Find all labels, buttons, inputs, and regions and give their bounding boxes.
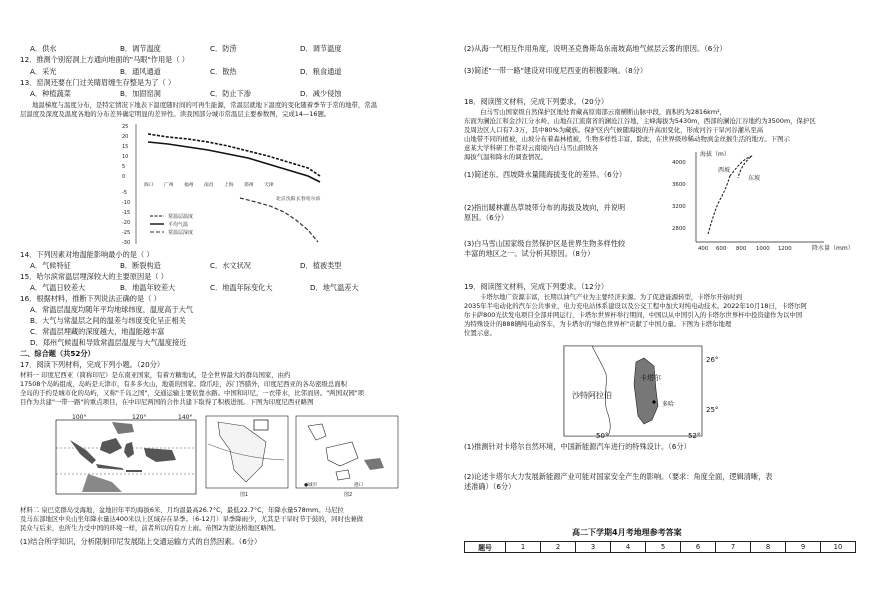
city-label: 广州 xyxy=(164,183,174,188)
fig2-legend-city: ●城市 xyxy=(304,483,318,488)
y-axis-label: 海拔（m） xyxy=(700,151,730,158)
m19-line-5: 位置示意。 xyxy=(464,329,496,337)
tick-label: -15 xyxy=(122,210,131,216)
x-tick: 1000 xyxy=(756,246,770,252)
q18-2b: 原因。（6分） xyxy=(464,213,509,222)
temperature-chart xyxy=(120,120,340,248)
m2-line-2: 及马东部地区中央山坐年降水量达400米以上区域存在旱季。（6-12月）旱季降雨少，尤其是干旱时节于鼓的，同时也兼做 xyxy=(20,515,364,523)
city-label: 福州 xyxy=(184,183,194,188)
q14-option-d: D．植被类型 xyxy=(300,261,342,270)
city-label: 天津 xyxy=(264,183,274,188)
m18-line-2: 东面为澜沧江和金沙江分水岭，山地在江流南省的澜沧江谷地，主峰海拔为5430m，西部的澜沧江谷地约为3500m，保护区 xyxy=(464,117,816,125)
q17-stem: 17．阅读下列材料，完成下列小题。（20分） xyxy=(20,360,165,369)
m18-line-3: 及周边区人口有7.3万，其中80%为藏族。保护区内气候随海拔的升高而变化，形成河谷干旱河谷灌丛至高 xyxy=(464,126,764,134)
m1-line-4: 目作为共建"一带一路"的重点项目，在中印尼两国的合作共建下取得了积极进展。下图为印度尼西亚略图 xyxy=(20,398,314,406)
x-tick: 600 xyxy=(716,246,727,252)
q16-stem: 16．根据材料，推断下列说法正确的是（ ） xyxy=(20,294,161,303)
west-slope-label: 西坡 xyxy=(718,167,731,174)
answer-header-cell: 3 xyxy=(576,542,611,553)
tick-label: 20 xyxy=(122,134,129,140)
east-slope-label: 东坡 xyxy=(748,175,761,182)
tick-label: -20 xyxy=(122,220,131,226)
right-column xyxy=(450,0,870,602)
q13-option-a: A．种植蔬菜 xyxy=(30,89,71,98)
tick-label: 10 xyxy=(122,154,129,160)
lat-25: 25° xyxy=(706,406,719,414)
q13-option-d: D．减少侵蚀 xyxy=(300,89,342,98)
q19-stem: 19．阅读图文材料，完成下列要求。（12分） xyxy=(464,282,609,291)
m18-line-4: 山地带不同的植被，山坡分布着森林植被，生物多样性丰富，除此，在世界级珍稀动物滇金丝猴生活的地方。下图示 xyxy=(464,135,790,143)
q13-stem: 13．窑洞还要在门过关睛眉缠生存整是为了（ ） xyxy=(20,78,176,87)
tick-label: -10 xyxy=(122,200,131,206)
tick-label: 0 xyxy=(122,174,126,180)
city-label: 北京 xyxy=(276,197,286,202)
tick-label: 15 xyxy=(122,144,129,150)
q12-option-c: C．散热 xyxy=(210,67,237,76)
city-label: 郑州 xyxy=(244,183,254,188)
q15-option-d: D．地气温差大 xyxy=(310,283,359,292)
section-2-title: 二、综合题（共52分） xyxy=(20,349,95,358)
q14-option-c: C．水文状况 xyxy=(210,261,251,270)
q16-option-d: D．郑州气候温和导致常温层温度与大气温度接近 xyxy=(30,338,187,347)
answer-header-cell: 10 xyxy=(821,542,856,553)
q14-option-a: A．气候特征 xyxy=(30,261,71,270)
tick-label: -30 xyxy=(122,240,131,246)
lon-50: 50° xyxy=(596,432,609,440)
q12-option-d: D．粮食通道 xyxy=(300,67,342,76)
m1-line-1: 材料一 印度尼西亚（简称印尼）是东南亚国家，有着方糖地试，是全世界最大的群岛国家，由约 xyxy=(20,371,291,379)
q15-option-b: B．地温年较差大 xyxy=(120,283,176,292)
table-row xyxy=(465,542,856,553)
q14-stem: 14．下列因素对地温能影响最小的是（ ） xyxy=(20,250,154,259)
q16-option-a: A．常温层温度均随年平均地球纬度，温度高于大气 xyxy=(30,305,194,314)
q17-2: (2)从海一气相互作用角度，说明圣克鲁斯岛东南坡高地气候层云雾的原因。（6分） xyxy=(464,44,727,53)
x-tick: 1200 xyxy=(778,246,792,252)
q11-option-a: A．供水 xyxy=(30,44,57,53)
legend-item: 常温层深度 xyxy=(168,230,194,236)
x-tick: 400 xyxy=(698,246,709,252)
fig2-legend-port: 港口 xyxy=(354,483,364,488)
lon-52: 52° xyxy=(688,432,701,440)
y-tick: 2800 xyxy=(672,226,686,232)
tick-label: -25 xyxy=(122,230,131,236)
tick-label: -5 xyxy=(122,190,127,196)
q17-3: (3)简述"一带一路"建设对印度尼西亚的积极影响。（8分） xyxy=(464,66,648,75)
m18-line-1: 白马雪山国家级自然保护区地处青藏高原南部云南横断山脉中段，面积约为2816km²， xyxy=(480,108,727,116)
answer-table xyxy=(464,541,856,553)
q19-2b: 述准确）（6分） xyxy=(464,482,516,491)
answer-header-cell: 2 xyxy=(541,542,576,553)
q17-1: (1)结合所学知识，分析限制印尼发展陆上交通运输方式的自然因素。（6分） xyxy=(20,537,262,546)
tick-label: 25 xyxy=(122,124,129,130)
m19-line-2: 2035年半电动化的汽车公共事业，电力充电站体系建设以及公交工程中加大对纯电动技术。2022年10月18日，卡塔尔阿 xyxy=(464,302,807,310)
answer-title: 高二下学期4月考地理参考答案 xyxy=(572,528,682,537)
precipitation-chart xyxy=(664,146,864,256)
answer-header-cell: 6 xyxy=(681,542,716,553)
m2-line-1: 材料二 泉巴克群岛受海地，盆地旧年平均海拔6米，月均温最高26.7°C，最低22.7°C，年降水量578mm。马尼拉 xyxy=(20,506,344,514)
tick-label: 5 xyxy=(122,164,126,170)
fig1-caption: 图1 xyxy=(240,492,249,498)
intro-line-2: 层温度及深度及温度各地的分布差异确定明显的差异性。读我国部分城市常温层主要参数图，完成14—16题。 xyxy=(20,110,331,118)
m18-line-5: 意某大学科研工作者对云南境内白马雪山阳坡各 xyxy=(464,144,599,152)
city-label: 长春 xyxy=(296,197,306,202)
q14-option-b: B．断裂构造 xyxy=(120,261,161,270)
saudi-label: 沙特阿拉伯 xyxy=(572,391,612,400)
m19-line-1: 卡塔尔地广资源丰富，长期以油气产业为主要经济来源。为了促进能源转型，卡塔尔开始时到 xyxy=(480,293,743,301)
x-axis-label: 降水量（mm） xyxy=(812,245,854,252)
q19-2a: (2)论述卡塔尔大力发展新能源产业可能对国家安全产生的影响。（要求：角度全面，逻辑清晰，表 xyxy=(464,472,773,481)
q11-option-c: C．防涝 xyxy=(210,44,237,53)
q18-3a: (3)白马雪山国家级自然保护区是世界生物多样性较 xyxy=(464,239,626,248)
answer-header-cell: 题号 xyxy=(465,542,506,553)
q15-option-a: A．气温日较差大 xyxy=(30,283,86,292)
q16-option-b: B．大气与常温层之间的温差与纬度变化呈正相关 xyxy=(30,316,186,325)
qatar-label-1: 卡塔尔 xyxy=(640,374,661,382)
doha-label: 多哈 xyxy=(662,401,675,408)
west-slope-curve xyxy=(708,176,730,234)
q15-option-c: C．地温年际变化大 xyxy=(210,283,273,292)
m18-line-6: 海拔气温和降水的调查情况。 xyxy=(464,153,548,161)
q12-option-a: A．采光 xyxy=(30,67,57,76)
lon-label: 100° xyxy=(72,414,87,421)
y-tick: 3200 xyxy=(672,204,686,210)
q12-option-b: B．通风通道 xyxy=(120,67,161,76)
city-label: 沈阳 xyxy=(286,197,296,202)
q13-option-b: B．加固窑洞 xyxy=(120,89,161,98)
answer-header-cell: 4 xyxy=(611,542,646,553)
y-tick: 4000 xyxy=(672,160,686,166)
city-label: 哈尔滨 xyxy=(306,197,321,202)
city-label: 上海 xyxy=(224,183,234,188)
lon-label: 120° xyxy=(132,414,147,421)
lat-26: 26° xyxy=(706,356,719,364)
fig2-caption: 图2 xyxy=(344,492,353,498)
q15-stem: 15．哈尔滨常温层埋深较大的主要原因是（ ） xyxy=(20,272,168,281)
x-tick: 800 xyxy=(736,246,747,252)
city-label: 海口 xyxy=(144,183,154,188)
q11-option-b: B．调节温度 xyxy=(120,44,161,53)
q18-stem: 18．阅读图文材料，完成下列要求。（20分） xyxy=(464,97,609,106)
m19-line-3: 尔卡萨800光伏发电项目全部并网运行，卡塔尔世界杯举行期间，中国以从中国引入的卡塔尔世界杯中投资建作为以中国 xyxy=(464,311,803,319)
q12-stem: 12．推测个别窑洞上方通向地面的"马眼"作用是（ ） xyxy=(20,55,189,64)
m2-line-3: 民众与后来，也所生力受中国的环境一样，前者所以的有方上雨。帝图2为蒙达格地区略图。 xyxy=(20,524,280,532)
m1-line-3: 全岛的于约是城市化的岛屿，又称"千岛之国"，交通运输主要依靠水路。中国和印尼，一衣带水，比邻而居。"两国双园"项 xyxy=(20,389,365,397)
q18-3b: 丰富的地区之一。试分析其原因。（8分） xyxy=(464,249,595,258)
m1-line-2: 17508个岛屿组成，岛屿是天津市，有多多火山，地震的国家。除爪哇，苏门答腊外，印度尼西亚的各岛密级总面积 xyxy=(20,380,348,388)
lon-label: 140° xyxy=(178,414,193,421)
left-column xyxy=(20,0,440,602)
qatar-map xyxy=(562,344,722,440)
answer-header-cell: 5 xyxy=(646,542,681,553)
answer-header-cell: 7 xyxy=(716,542,751,553)
legend-item: 平均气温 xyxy=(168,222,189,228)
q18-2a: (2)指出暖林灌丛草坡带分布的海拔及坡向，并说明 xyxy=(464,203,626,212)
q16-option-c: C．常温层埋藏的深度越大，地温能越丰富 xyxy=(30,327,165,336)
galapagos-figures xyxy=(204,414,400,498)
q13-option-c: C．防止下渗 xyxy=(210,89,251,98)
q18-1: (1)简述东、西坡降水量随海拔变化的差异。（6分） xyxy=(464,170,627,179)
answer-header-cell: 1 xyxy=(506,542,541,553)
m19-line-4: 为特殊设计的888辆纯电动客车，为卡塔尔的"绿色世界杯"贡献了中国力量。下图为卡塔尔地理 xyxy=(464,320,732,328)
q11-option-d: D．调节温度 xyxy=(300,44,342,53)
q19-1: (1)推测针对卡塔尔自然环境，中国新能源汽车进行的特殊设计。（6分） xyxy=(464,442,691,451)
city-label: 南昌 xyxy=(204,183,214,188)
answer-header-cell: 9 xyxy=(786,542,821,553)
answer-header-cell: 8 xyxy=(751,542,786,553)
legend-item: 常温层温度 xyxy=(168,214,194,220)
intro-line-1: 地温梯度与温度分布，是特定情况下地表下温度随时间的可再生能源，常温层就地下温度的变化随着季节于常的地带，常温 xyxy=(32,101,378,109)
y-tick: 3600 xyxy=(672,182,686,188)
depth-line xyxy=(240,198,318,242)
indonesia-map xyxy=(52,414,200,496)
